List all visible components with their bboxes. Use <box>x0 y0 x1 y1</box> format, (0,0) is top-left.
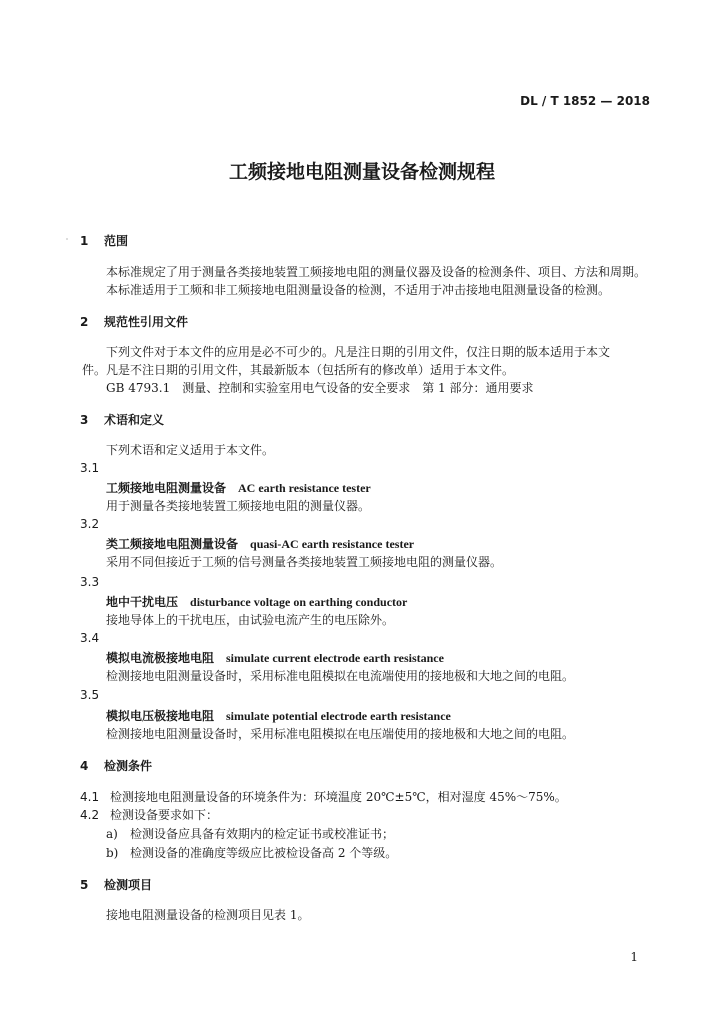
term-number: 3.4 <box>80 631 100 645</box>
section-heading-2 <box>80 313 188 330</box>
list-text: 检测设备应具备有效期内的检定证书或校准证书； <box>130 827 395 841</box>
section-number: 1 <box>80 234 89 248</box>
term-cn: 模拟电压极接地电阻 <box>106 709 215 723</box>
term-en: simulate current electrode earth resistance <box>226 651 444 665</box>
section-title: 检测条件 <box>104 759 153 773</box>
clause-number: 4.2 <box>80 808 100 822</box>
term-title <box>106 535 414 552</box>
term-en: AC earth resistance tester <box>238 481 371 495</box>
term-number: 3.3 <box>80 575 100 589</box>
paragraph: 下列文件对于本文件的应用是必不可少的。凡是注日期的引用文件，仅注日期的版本适用于本文 <box>106 345 611 359</box>
paragraph: 下列术语和定义适用于本文件。 <box>106 443 275 457</box>
section-heading-3 <box>80 411 164 428</box>
document-title: 工频接地电阻测量设备检测规程 <box>228 161 495 183</box>
term-title <box>106 479 371 496</box>
list-marker: a) <box>106 827 118 841</box>
term-cn: 地中干扰电压 <box>106 595 179 609</box>
list-marker: b) <box>106 846 119 860</box>
paragraph: 接地电阻测量设备的检测项目见表 1。 <box>106 908 310 922</box>
term-title <box>106 593 407 610</box>
scan-mark <box>66 238 68 240</box>
term-en: quasi-AC earth resistance tester <box>250 537 415 551</box>
clause-text: 检测接地电阻测量设备的环境条件为：环境温度 20℃±5℃，相对湿度 45%～75%。 <box>110 790 567 804</box>
section-number: 3 <box>80 413 89 427</box>
term-number: 3.1 <box>80 461 100 475</box>
section-number: 4 <box>80 759 89 773</box>
term-cn: 工频接地电阻测量设备 <box>106 481 227 495</box>
term-cn: 类工频接地电阻测量设备 <box>106 537 239 551</box>
section-heading-4 <box>80 757 152 774</box>
section-number: 5 <box>80 878 89 892</box>
section-number: 2 <box>80 315 89 329</box>
normative-reference: GB 4793.1 测量、控制和实验室用电气设备的安全要求 第 1 部分：通用要求 <box>106 381 534 395</box>
clause-item <box>80 788 567 805</box>
clause-item <box>80 806 218 823</box>
paragraph: 件。凡是不注日期的引用文件，其最新版本（包括所有的修改单）适用于本文件。 <box>82 363 515 377</box>
section-heading-5 <box>80 876 152 893</box>
term-cn: 模拟电流极接地电阻 <box>106 651 215 665</box>
section-heading-1 <box>80 232 128 249</box>
section-title: 范围 <box>104 234 129 248</box>
paragraph: 本标准规定了用于测量各类接地装置工频接地电阻的测量仪器及设备的检测条件、项目、方法和周期。 <box>106 265 647 279</box>
term-definition: 检测接地电阻测量设备时，采用标准电阻模拟在电压端使用的接地极和大地之间的电阻。 <box>106 727 575 741</box>
term-number: 3.2 <box>80 517 100 531</box>
clause-text: 检测设备要求如下： <box>110 808 219 822</box>
list-item <box>106 825 394 842</box>
term-definition: 采用不同但接近于工频的信号测量各类接地装置工频接地电阻的测量仪器。 <box>106 555 503 569</box>
term-title <box>106 707 451 724</box>
page-number: 1 <box>630 950 638 964</box>
term-en: simulate potential electrode earth resistance <box>226 709 451 723</box>
clause-number: 4.1 <box>80 790 100 804</box>
document-number: DL / T 1852 — 2018 <box>520 94 650 108</box>
list-item <box>106 844 397 861</box>
term-definition: 用于测量各类接地装置工频接地电阻的测量仪器。 <box>106 499 371 513</box>
section-title: 规范性引用文件 <box>104 315 189 329</box>
term-definition: 检测接地电阻测量设备时，采用标准电阻模拟在电流端使用的接地极和大地之间的电阻。 <box>106 669 575 683</box>
section-title: 术语和定义 <box>104 413 165 427</box>
section-title: 检测项目 <box>104 878 153 892</box>
term-definition: 接地导体上的干扰电压，由试验电流产生的电压除外。 <box>106 613 395 627</box>
term-number: 3.5 <box>80 688 100 702</box>
list-text: 检测设备的准确度等级应比被检设备高 2 个等级。 <box>130 846 398 860</box>
term-title <box>106 649 444 666</box>
term-en: disturbance voltage on earthing conductor <box>190 595 408 609</box>
paragraph: 本标准适用于工频和非工频接地电阻测量设备的检测，不适用于冲击接地电阻测量设备的检测。 <box>106 283 611 297</box>
